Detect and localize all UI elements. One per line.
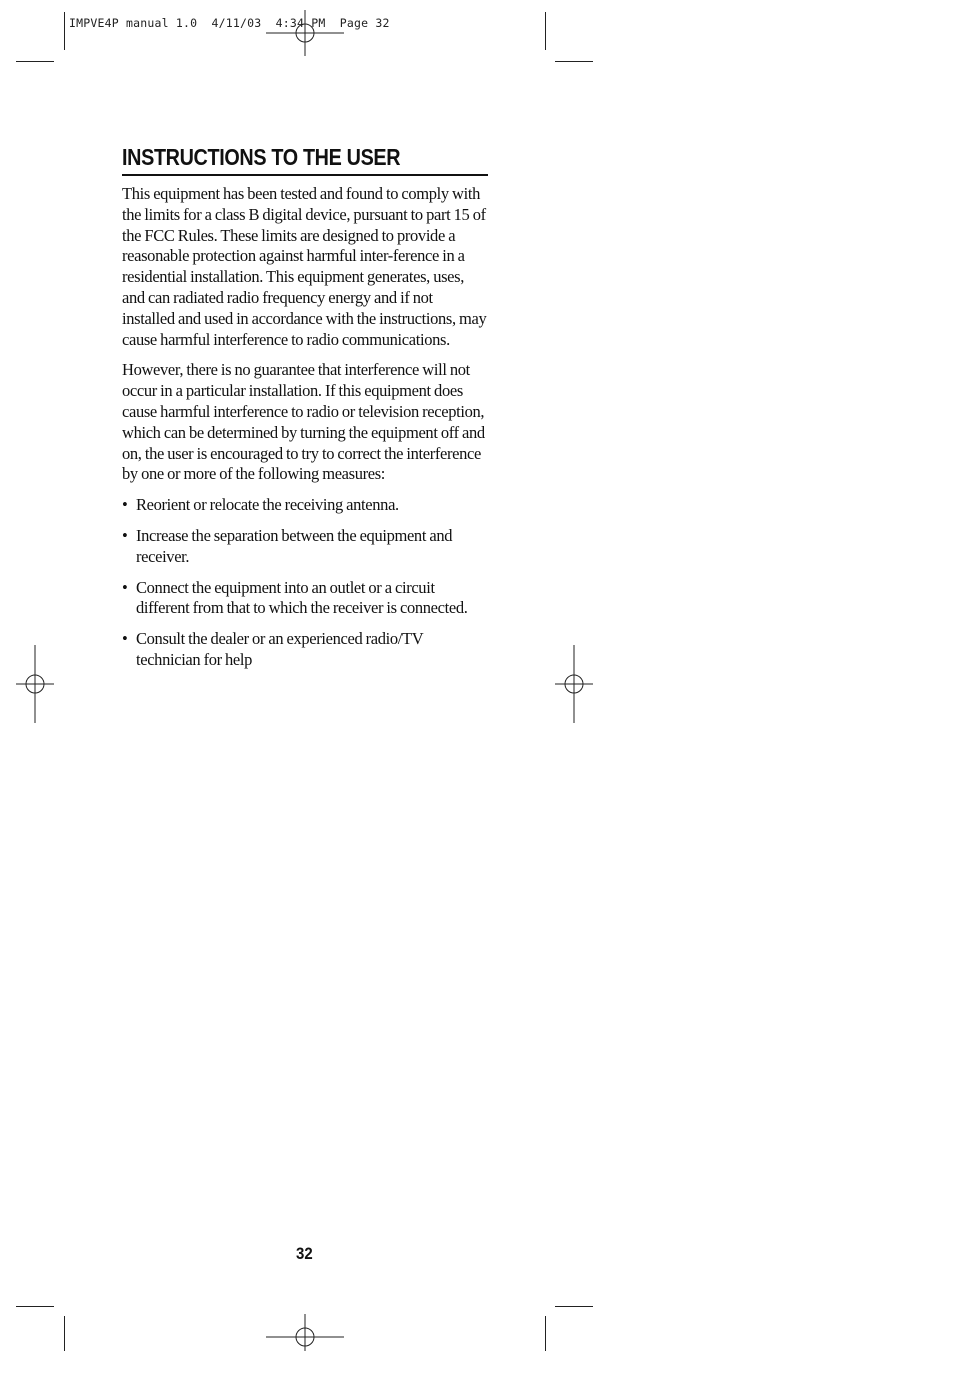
page-title: INSTRUCTIONS TO THE USER [122,144,401,170]
page-number: 32 [296,1244,313,1263]
registration-mark-right-icon [535,645,613,723]
bullet-icon: • [122,577,128,597]
list-item [122,629,488,671]
crop-mark-top-right-horizontal [555,61,593,62]
paragraph-guarantee: However, there is no guarantee that interference will not occur in a particular installation. If this equipment does cause harmful interference to radio or television reception, which can be determined by turning the equipment off and on, the user is encouraged to try to correct the interference by one or more of the following measures: [122,360,485,484]
measures-list [122,495,488,671]
print-slug: IMPVE4P manual 1.0 4/11/03 4:34 PM Page 32 [69,16,390,30]
list-item [122,526,488,568]
registration-mark-left-icon [0,645,74,723]
list-item-text: Increase the separation between the equipment and receiver. [136,525,453,566]
registration-mark-bottom-icon [266,1298,344,1376]
paragraph-compliance: This equipment has been tested and found to comply with the limits for a class B digital device, pursuant to part 15 of the FCC Rules. These limits are designed to provide a reasonable protection against harmful inter-ference in a residential installation. This equipment generates, uses, and can radiated radio frequency energy and if not installed and used in accordance with the instructions, may cause harmful interference to radio communications. [122,184,487,349]
document-body [122,142,488,681]
bullet-icon: • [122,495,128,515]
list-item [122,578,488,620]
crop-mark-bottom-left-vertical [64,1316,65,1351]
registration-mark-top-icon [266,0,344,72]
crop-mark-top-right-vertical [545,12,546,50]
list-item-text: Connect the equipment into an outlet or a circuit different from that to which the receiver is connected. [136,577,468,618]
heading-underline [122,174,488,176]
list-item-text: Reorient or relocate the receiving antenna. [136,495,399,515]
list-item [122,495,488,516]
crop-mark-top-left-vertical [64,12,65,50]
list-item-text: Consult the dealer or an experienced radio/TV technician for help [136,629,423,669]
crop-mark-bottom-left-horizontal [16,1306,54,1307]
crop-mark-bottom-right-horizontal [555,1306,593,1307]
crop-mark-top-left-horizontal [16,61,54,62]
crop-mark-bottom-right-vertical [545,1316,546,1351]
bullet-icon: • [122,629,128,649]
bullet-icon: • [122,525,128,545]
